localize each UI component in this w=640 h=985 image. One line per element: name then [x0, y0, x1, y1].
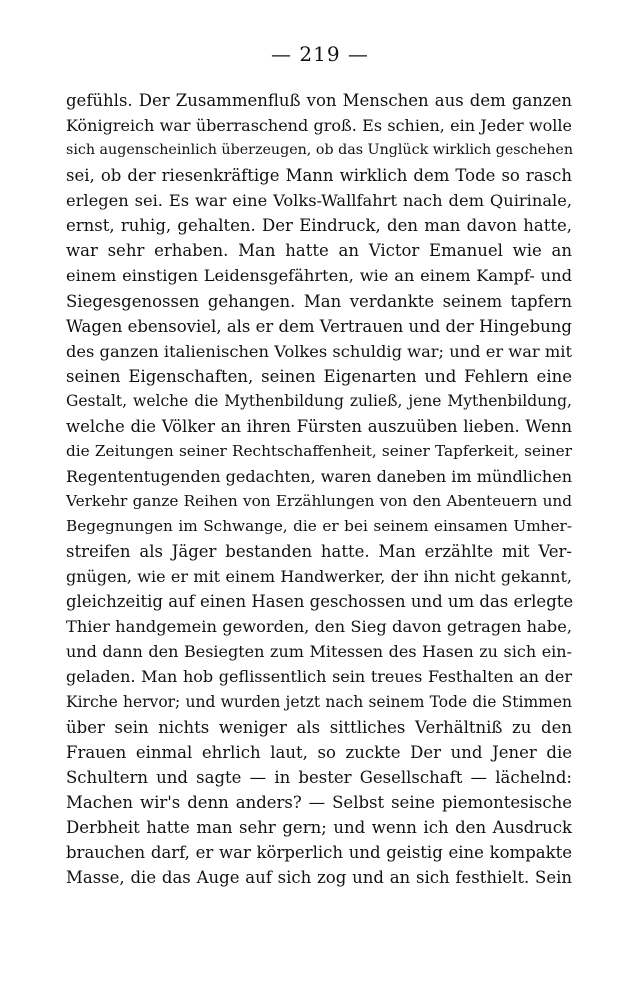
text-line: des ganzen italienischen Volkes schuldig war; und er war mit: [66, 341, 572, 361]
text-line: ernst, ruhig, gehalten. Der Eindruck, den man davon hatte,: [66, 216, 572, 236]
body-text: [66, 88, 572, 890]
text-line: welche die Völker an ihren Fürsten auszuüben lieben. Wenn: [66, 416, 572, 436]
text-line: Masse, die das Auge auf sich zog und an sich festhielt. Sein: [66, 867, 572, 887]
text-line: erlegen sei. Es war eine Volks-Wallfahrt nach dem Quirinale,: [66, 191, 572, 211]
text-line: Königreich war überraschend groß. Es schien, ein Jeder wolle: [66, 116, 572, 136]
page-number: — 219 —: [271, 42, 369, 66]
text-line: Verkehr ganze Reihen von Erzählungen von den Abenteuern und: [66, 492, 572, 510]
text-line: Derbheit hatte man sehr gern; und wenn ich den Ausdruck: [66, 817, 572, 837]
text-line: streifen als Jäger bestanden hatte. Man erzählte mit Ver-: [66, 542, 572, 562]
text-line: über sein nichts weniger als sittliches Verhältniß zu den: [66, 717, 572, 737]
text-line: Kirche hervor; und wurden jetzt nach seinem Tode die Stimmen: [66, 692, 572, 711]
text-line: war sehr erhaben. Man hatte an Victor Emanuel wie an: [66, 241, 572, 261]
text-line: gnügen, wie er mit einem Handwerker, der ihn nicht gekannt,: [66, 567, 572, 587]
text-line: Thier handgemein geworden, den Sieg davon getragen habe,: [66, 617, 572, 637]
text-line: brauchen darf, er war körperlich und geistig eine kompakte: [66, 842, 572, 862]
text-line: gleichzeitig auf einen Hasen geschossen und um das erlegte: [66, 592, 574, 612]
text-line: geladen. Man hob geflissentlich sein treues Festhalten an der: [66, 667, 572, 687]
text-line: die Zeitungen seiner Rechtschaffenheit, seiner Tapferkeit, seiner: [66, 441, 572, 460]
text-line: Wagen ebensoviel, als er dem Vertrauen und der Hingebung: [66, 316, 572, 336]
text-line: Schultern und sagte — in bester Gesellschaft — lächelnd:: [66, 767, 572, 787]
text-line: einem einstigen Leidensgefährten, wie an einem Kampf- und: [66, 266, 572, 286]
text-line: Siegesgenossen gehangen. Man verdankte seinem tapfern: [66, 291, 572, 311]
text-line: Machen wir's denn anders? — Selbst seine piemontesische: [66, 792, 572, 812]
text-line: Begegnungen im Schwange, die er bei seinem einsamen Umher-: [66, 517, 572, 536]
text-line: sei, ob der riesenkräftige Mann wirklich dem Tode so rasch: [66, 166, 572, 186]
text-line: Gestalt, welche die Mythenbildung zuließ, jene Mythenbildung,: [66, 391, 572, 410]
text-line: Frauen einmal ehrlich laut, so zuckte Der und Jener die: [66, 742, 572, 762]
text-line: und dann den Besiegten zum Mitessen des Hasen zu sich ein-: [66, 642, 572, 662]
text-line: sich augenscheinlich überzeugen, ob das Unglück wirklich geschehen: [66, 142, 573, 159]
text-line: gefühls. Der Zusammenfluß von Menschen aus dem ganzen: [66, 91, 572, 110]
text-line: seinen Eigenschaften, seinen Eigenarten und Fehlern eine: [66, 366, 572, 386]
text-line: Regententugenden gedachten, waren daneben im mündlichen: [66, 466, 572, 486]
